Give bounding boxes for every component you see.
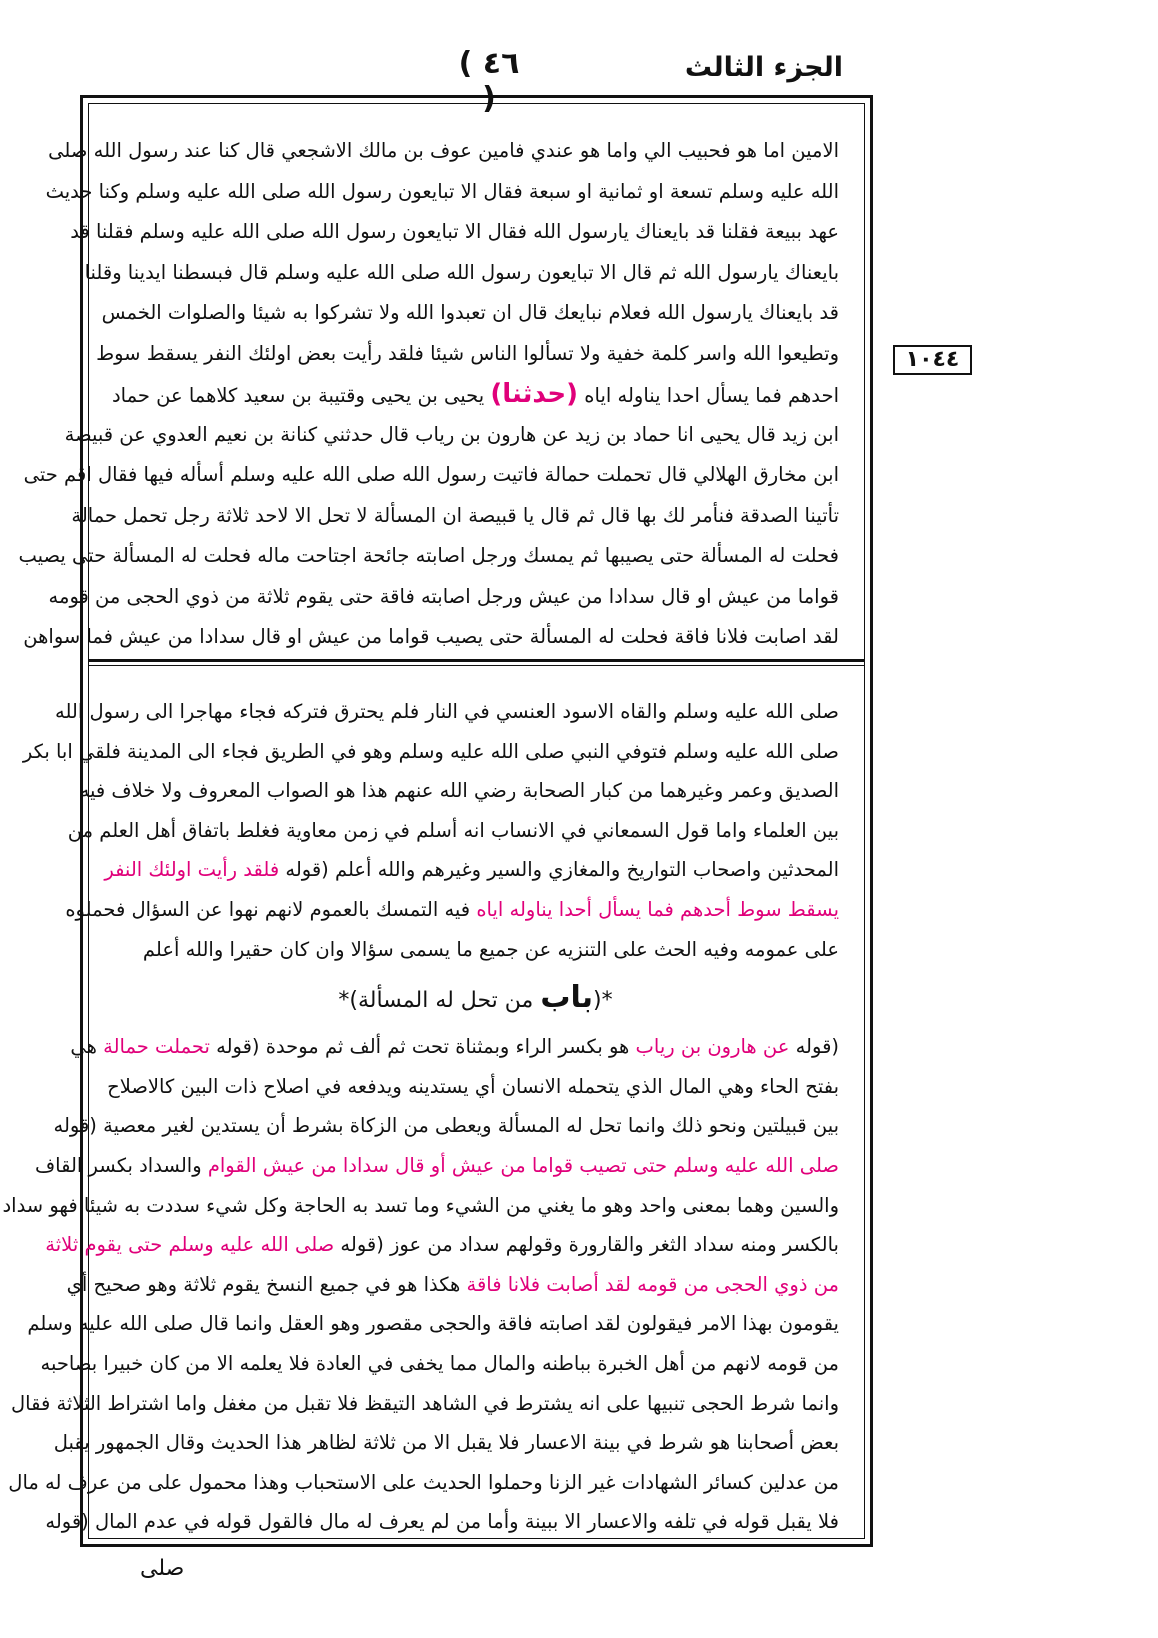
text-segment: (قوله <box>285 858 329 882</box>
text-line: بفتح الحاء وهي المال الذي يتحمله الانسان أي يستدينه ويدفعه في اصلاح ذات البين كالاصلاح <box>107 1074 839 1098</box>
text-line: ابن مخارق الهلالي قال تحملت حمالة فاتيت رسول الله صلى الله عليه وسلم أسأله فيها فقال اقم حتى <box>23 463 839 486</box>
text-line: صلى الله عليه وسلم فتوفي النبي صلى الله عليه وسلم وهو في الطريق فجاء الى المدينة فلقي ابا بكر <box>22 739 839 763</box>
part-title: الجزء الثالث <box>684 52 843 83</box>
text-segment: يحيى بن يحيى وقتيبة بن سعيد كلاهما عن حماد <box>112 384 485 407</box>
text-line <box>112 374 839 415</box>
text-line: يقومون بهذا الامر فيقولون لقد اصابته فاقة والحجى مقصور وهو العقل وانما قال صلى الله عليه وسلم <box>27 1312 839 1336</box>
chapter-bab: باب <box>540 980 594 1016</box>
text-line: صلى الله عليه وسلم حتى تصيب قواما من عيش أو قال سدادا من عيش القوام والسداد بكسر القاف <box>34 1153 839 1177</box>
text-line <box>65 890 839 930</box>
text-line: بايعناك يارسول الله ثم قال الا تبايعون رسول الله صلى الله عليه وسلم قال فبسطنا ايدينا وقلنا <box>84 260 839 284</box>
text-line: قواما من عيش او قال سدادا من عيش ورجل اصابته فاقة حتى يقوم ثلاثة من ذوي الحجى من قومه <box>48 584 839 608</box>
text-line: بالكسر ومنه سداد الثغر والقارورة وقولهم سداد من عوز (قوله صلى الله عليه وسلم حتى يقوم ثلاثة <box>45 1233 839 1257</box>
text-line: على عمومه وفيه الحث على التنزيه عن جميع ما يسمى سؤالا وان كان حقيرا والله أعلم <box>142 937 839 961</box>
chapter-heading: *(باب من تحل له المسألة)* <box>338 980 613 1016</box>
text-line: بعض أصحابنا هو شرط في بينة الاعسار فلا يقبل الا من ثلاثة لظاهر هذا الحديث وقال الجمهور يقبل <box>53 1431 839 1455</box>
text-line: من ذوي الحجى من قومه لقد أصابت فلانا فاقة هكذا هو في جميع النسخ يقوم ثلاثة وهو صحيح أي <box>66 1272 839 1296</box>
section-divider-thin <box>89 665 864 666</box>
highlighted-quote: عن هارون بن رياب <box>635 1035 790 1059</box>
commentary-text <box>2 692 839 1542</box>
highlighted-quote: صلى الله عليه وسلم حتى تصيب قواما من عيش أو قال سدادا من عيش القوام <box>207 1153 839 1177</box>
highlighted-quote: من ذوي الحجى من قومه لقد أصابت فلانا فاقة <box>466 1272 839 1296</box>
text-line <box>104 850 839 890</box>
highlighted-quote: فلقد رأيت اولئك النفر <box>104 858 280 882</box>
text-line: الله عليه وسلم تسعة او ثمانية او سبعة فقال الا تبايعون رسول الله صلى الله عليه وسلم وكنا حديث <box>45 179 839 203</box>
text-segment: احدهم فما يسأل احدا يناوله اياه <box>584 384 839 407</box>
text-line: والسين وهما بمعنى واحد وهو ما يغني من الشيء وما تسد به الحاجة وكل شيء سددت به شيئا فهو سداد <box>2 1193 839 1217</box>
text-line: قد بايعناك يارسول الله فعلام نبايعك قال ان تعبدوا الله ولا تشركوا به شيئا والصلوات الخمس <box>101 301 839 324</box>
text-segment: فيه التمسك بالعموم لانهم نهوا عن السؤال فحملوه <box>65 897 471 921</box>
highlighted-quote: صلى الله عليه وسلم حتى يقوم ثلاثة <box>45 1233 335 1257</box>
hadith-text <box>18 131 839 658</box>
text-line: الصديق وعمر وغيرهما من كبار الصحابة رضي الله عنهم هذا هو الصواب المعروف ولا خلاف فيه <box>79 779 839 803</box>
text-line: عهد ببيعة فقلنا قد بايعناك يارسول الله فقال الا تبايعون رسول الله صلى الله عليه وسلم فقلنا قد <box>70 220 839 243</box>
frame-inner-border <box>2 103 865 1539</box>
text-line: لقد اصابت فلانا فاقة فحلت له المسألة حتى يصيب قواما من عيش او قال سدادا من عيش فما سواهن <box>23 625 839 648</box>
hadith-number-box: ١٠٤٤ <box>893 345 972 375</box>
haddathana-marker: (حدثنا) <box>490 379 579 409</box>
text-line: (قوله عن هارون بن رياب هو بكسر الراء وبمثناة تحت ثم ألف ثم موحدة (قوله تحملت حمالة هي <box>70 1035 839 1059</box>
text-line: الامين اما هو فحبيب الي واما هو عندي فامين عوف بن مالك الاشجعي قال كنا عند رسول الله صلى <box>48 139 839 162</box>
page-number: ( ٤٦ ) <box>458 46 520 116</box>
hadith-text-section <box>18 111 857 655</box>
text-segment: المحدثين واصحاب التواريخ والمغازي والسير وغيرهم والله أعلم <box>334 858 839 882</box>
text-line: وانما شرط الحجى تنبيها على انه يشترط في الشاهد التيقظ فلا تقبل من مغفل واما اشتراط الثلاثة فقال <box>10 1391 839 1415</box>
text-line: فحلت له المسألة حتى يصيبها ثم يمسك ورجل اصابته جائحة اجتاحت ماله فحلت له المسألة حتى يصيب <box>18 544 839 567</box>
text-line: ابن زيد قال يحيى انا حماد بن زيد عن هارون بن رياب قال حدثني كنانة بن نعيم العدوي عن قبيصة <box>64 422 839 446</box>
highlighted-quote: تحملت حمالة <box>103 1035 210 1059</box>
highlighted-quote: يسقط سوط أحدهم فما يسأل أحدا يناوله اياه <box>476 897 839 921</box>
text-line: صلى الله عليه وسلم والقاه الاسود العنسي في النار فلم يحترق فتركه فجاء مهاجرا الى رسول الله <box>55 700 839 723</box>
text-line: بين العلماء واما قول السمعاني في الانساب انه أسلم في زمن معاوية فغلط باتفاق أهل العلم من <box>67 818 839 842</box>
text-line: بين قبيلتين ونحو ذلك وانما تحل له المسألة ويعطى من الزكاة بشرط أن يستدين لغير معصية (قوله <box>53 1114 839 1138</box>
section-divider <box>89 659 864 662</box>
text-line: من عدلين كسائر الشهادات غير الزنا وحملوا الحديث على الاستحباب وهذا محمول على من عرف له مال <box>8 1470 839 1494</box>
text-line: من قومه لانهم من أهل الخبرة بباطنه والمال مما يخفى في العادة فلا يعلمه الا من كان خبيرا بصاحبه <box>40 1351 839 1375</box>
commentary-section <box>2 676 857 1534</box>
text-line: وتطيعوا الله واسر كلمة خفية ولا تسألوا الناس شيئا فلقد رأيت بعض اولئك النفر يسقط سوط <box>96 341 839 365</box>
text-line: فلا يقبل قوله في تلفه والاعسار الا ببينة وأما من لم يعرف له مال فالقول قوله في عدم المال (قوله <box>45 1510 839 1534</box>
text-line: تأتينا الصدقة فنأمر لك بها قال ثم قال يا قبيصة ان المسألة لا تحل الا لاحد ثلاثة رجل تحمل حمالة <box>71 503 839 527</box>
page-frame <box>2 95 873 1547</box>
catchword: صلى <box>140 1556 185 1581</box>
